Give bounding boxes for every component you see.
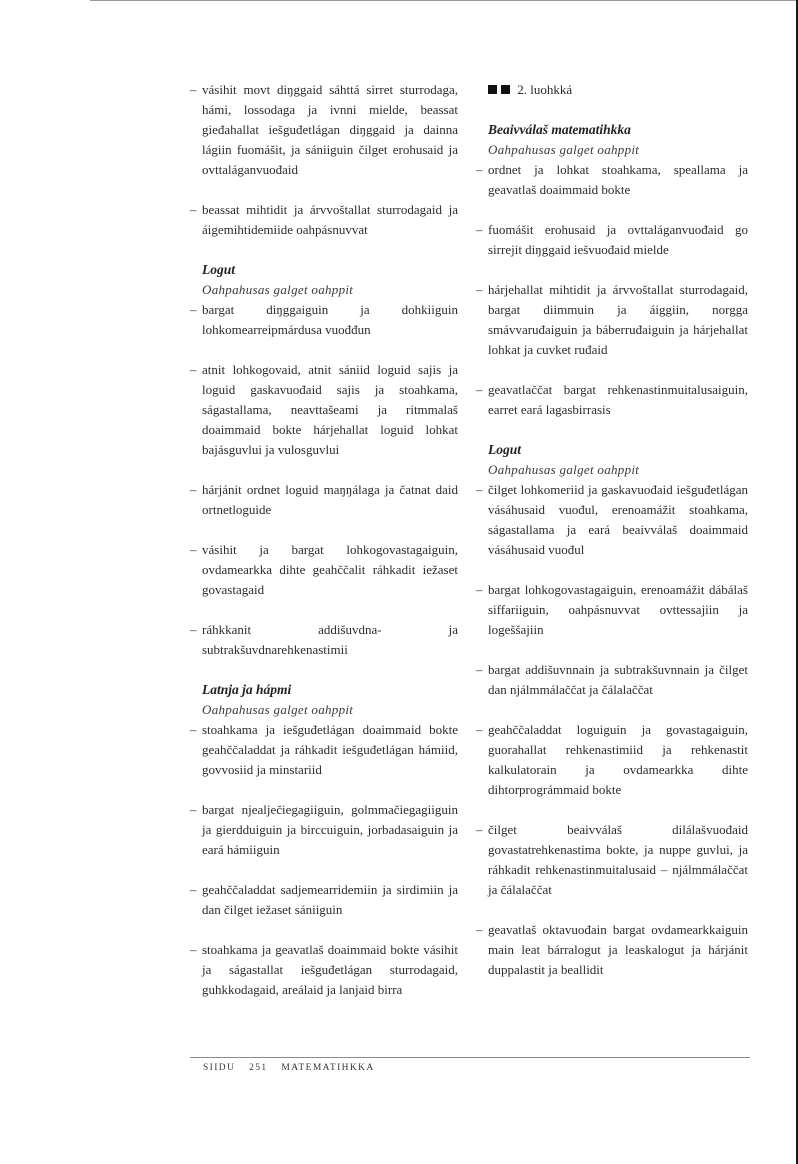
list-item: – bargat diŋggaiguin ja dohkiiguin lohkomearreipmárdusa vuođđun — [190, 302, 458, 337]
footer-label: SIIDU — [203, 1063, 236, 1073]
page-number: 251 — [249, 1063, 268, 1073]
list-item: – vásihit movt diŋggaid sáhttá sirret sturrodaga, hámi, lossodaga ja ivnni mielde, beassat gieđahallat iešguđetlágan diŋggaid ja dainna lágiin fuomášit, ja sániiguin čilget erohusaid ja ovttaláganvuođaid — [190, 82, 458, 177]
section-title-beaivvalas: Beaivválaš matematihkka — [488, 122, 631, 137]
section-subtitle: Oahpahusas galget oahppit — [202, 282, 354, 297]
list-item: – atnit lohkogovaid, atnit sániid loguid sajis ja loguid gaskavuođaid sajis ja stoahkama, ságastallama, neavttašeami ja ritmmalaš doaimmaid bokte hárjehallat loguid lohkat bajásguvlui ja vulosguvlui — [190, 362, 458, 457]
list-item: – bargat addišuvnnain ja subtrakšuvnnain ja čilget dan njálmmálaččat ja čálalaččat — [476, 662, 748, 697]
square-bullet-icon — [501, 85, 510, 94]
section-title-latnja: Latnja ja hápmi — [202, 682, 292, 697]
list-item: – hárjánit ordnet loguid maŋŋálaga ja čatnat daid ortnetloguide — [190, 482, 458, 517]
footer-rule — [190, 1057, 750, 1058]
list-item: – beassat mihtidit ja árvvoštallat sturrodagaid ja áigemihtidemiide oahpásnuvvat — [190, 202, 458, 237]
list-item: – hárjehallat mihtidit ja árvvoštallat sturrodagaid, bargat diimmuin ja áiggiin, norgga smávvaruđaiguin ja báberruđaiguin ja hárjehallat lohkat ja cuvket ruđaid — [476, 282, 748, 357]
list-item: – vásihit ja bargat lohkogovastagaiguin, ovdamearkka dihte geahččalit ráhkadit iežaset govastagaid — [190, 542, 458, 597]
page-footer — [203, 1063, 385, 1073]
list-item: – geahččaladdat sadjemearridemiin ja sirdimiin ja dan čilget iežaset sániiguin — [190, 882, 458, 917]
footer-subject: MATEMATIHKKA — [281, 1063, 375, 1073]
list-item: – geavatlaččat bargat rehkenastinmuitalusaiguin, earret eará lagasbirrasis — [476, 382, 748, 417]
section-title-logut: Logut — [488, 442, 522, 457]
list-item: – ordnet ja lohkat stoahkama, speallama ja geavatlaš doaimmaid bokte — [476, 162, 748, 197]
list-item: – čilget lohkomeriid ja gaskavuođaid iešguđetlágan vásáhusaid vuođul, erenoamážit stoahkama, ságastallama ja eará beaivválaš doaimmaid vásáhusaid vuođul — [476, 482, 748, 557]
grade-heading: 2. luohkká — [476, 80, 748, 100]
section-title-logut: Logut — [202, 262, 236, 277]
list-item: – stoahkama ja iešguđetlágan doaimmaid bokte geahččaladdat ja ráhkadit iešguđetlágan hámiid, govvosiid ja minstariid — [190, 722, 458, 777]
top-rule — [90, 0, 798, 1]
left-column — [190, 80, 458, 1000]
list-item: – ráhkkanit addišuvdna- ja subtrakšuvdnarehkenastimii — [190, 622, 458, 657]
list-item: – čilget beaivválaš dilálašvuođaid govastatrehkenastima bokte, ja nuppe guvlui, ja ráhkadit rehkenastinmuitalusaid – njálmmálaččat ja čálalaččat — [476, 822, 748, 897]
list-item: – bargat lohkogovastagaiguin, erenoamážit dábálaš siffariiguin, oahpásnuvvat ovttessajiin ja logeššajiin — [476, 582, 748, 637]
section-subtitle: Oahpahusas galget oahppit — [488, 142, 640, 157]
section-subtitle: Oahpahusas galget oahppit — [202, 702, 354, 717]
list-item: – fuomášit erohusaid ja ovttaláganvuođaid go sirrejit diŋggaid iešvuođaid mielde — [476, 222, 748, 257]
list-item: – geahččaladdat loguiguin ja govastagaiguin, guorahallat rehkenastimiid ja rehkenastit kalkulatorain ja ovdamearkka dihte dihtorprográmmaid bokte — [476, 722, 748, 797]
list-item: – bargat njealječiegagiiguin, golmmačiegagiiguin ja gierdduiguin ja birccuiguin, jorbadasaiguin ja eará hámiiguin — [190, 802, 458, 857]
list-item: – stoahkama ja geavatlaš doaimmaid bokte vásihit ja ságastallat iešguđetlágan sturrodagaid, guhkkodagaid, areálaid ja lanjaid birra — [190, 942, 458, 997]
list-item: – geavatlaš oktavuođain bargat ovdamearkkaiguin main leat bárralogut ja leaskalogut ja hárjánit duppalastit ja beallidit — [476, 922, 748, 977]
right-column — [476, 80, 748, 980]
section-subtitle: Oahpahusas galget oahppit — [488, 462, 640, 477]
square-bullet-icon — [488, 85, 497, 94]
